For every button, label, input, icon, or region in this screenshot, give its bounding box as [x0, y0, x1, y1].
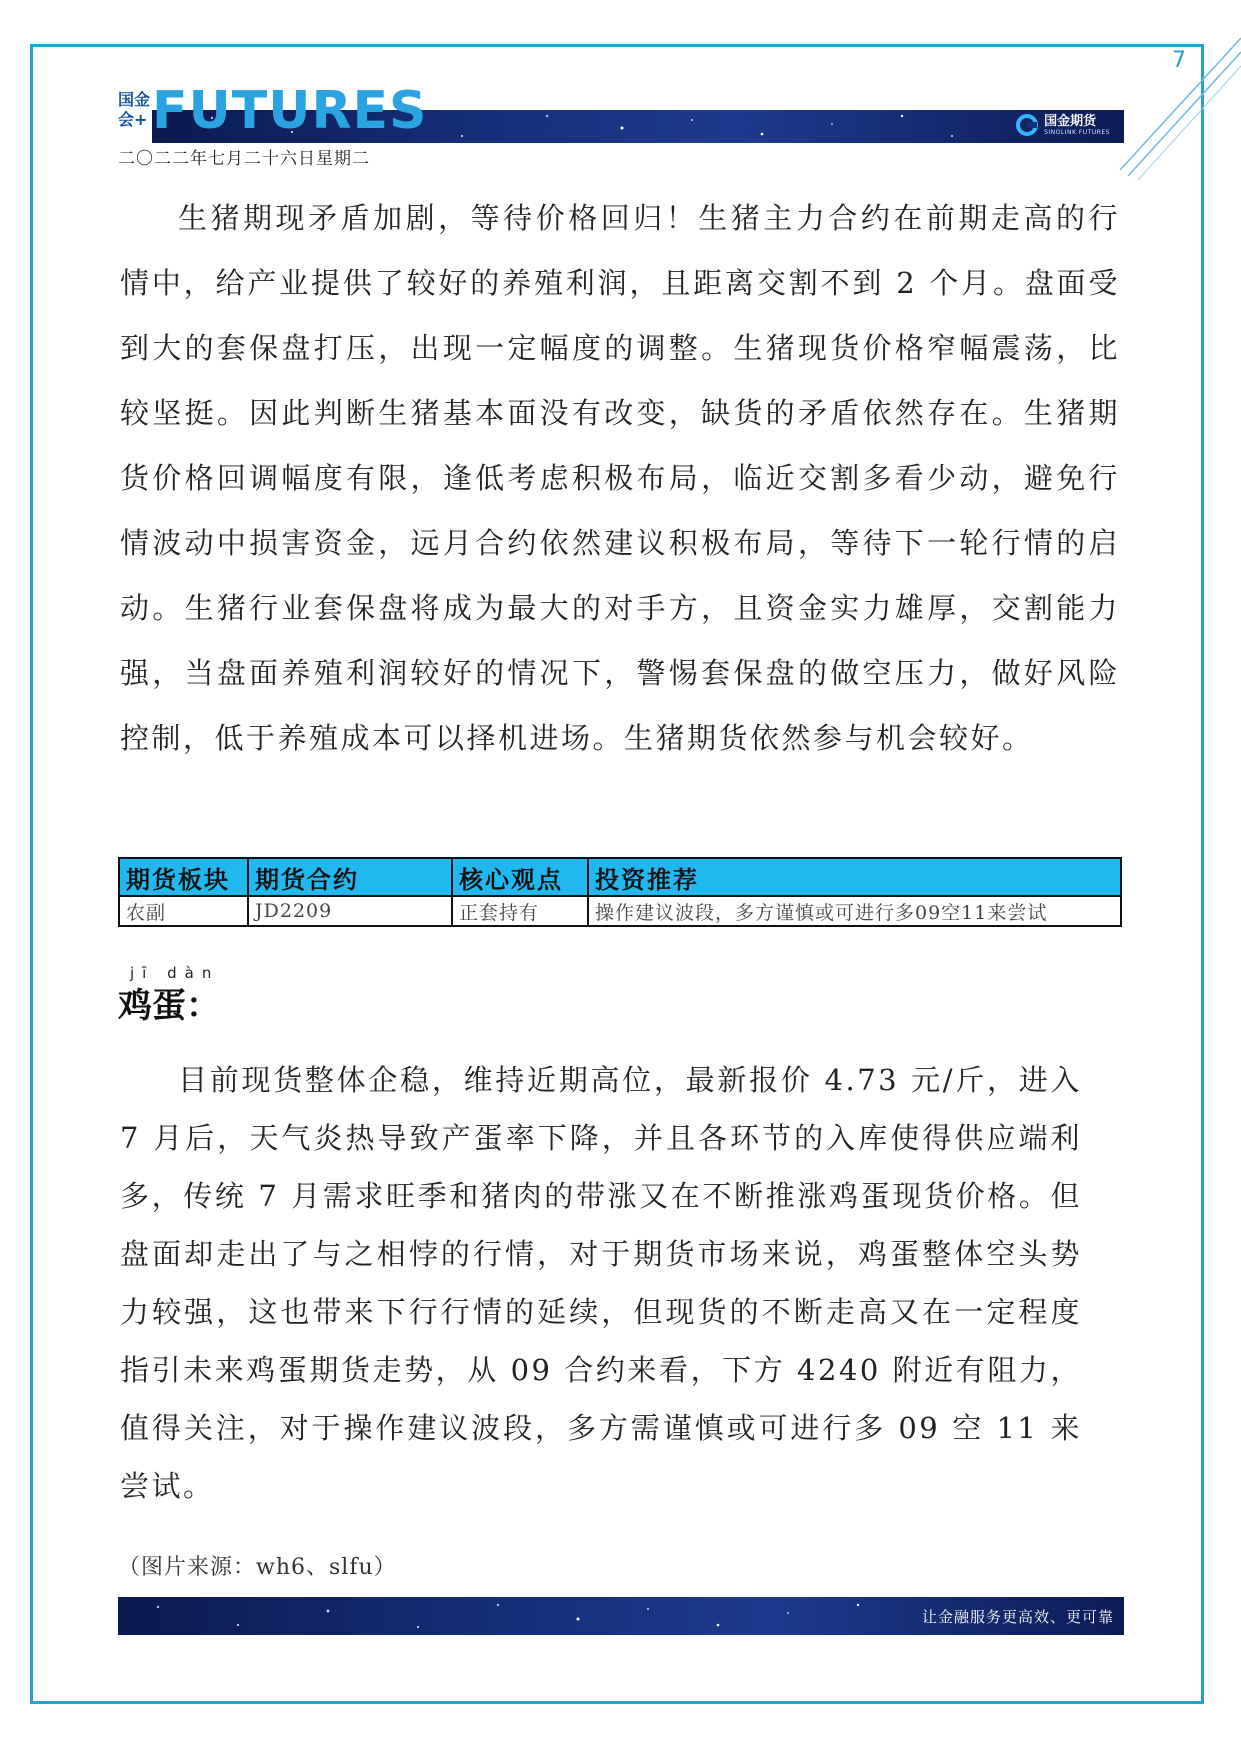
header-contract: 期货合约 — [248, 858, 452, 896]
image-source-note: （图片来源：wh6、slfu） — [118, 1555, 397, 1580]
footer-banner — [118, 1597, 1124, 1635]
brand-name-cn: 国金期货 — [1044, 113, 1097, 129]
egg-paragraph: 目前现货整体企稳，维持近期高位，最新报价 4.73 元/斤，进入 7 月后，天气炎热导致产蛋率下降，并且各环节的入库使得供应端利多，传统 7 月需求旺季和猪肉的带涨又在不断推涨鸡蛋现货价格。但盘面却走出了与之相悖的行情，对于期货市场来说，鸡蛋整体空头势力较强，这也带来下行行情的延续，但现货的不断走高又在一定程度指引未来鸡蛋期货走势，从 09 合约来看，下方 4240 附近有阻力，值得关注，对于操作建议波段，多方需谨慎或可进行多 09 空 11 来尝试。 — [120, 1063, 1082, 1503]
brand-name-en: SINOLINK FUTURES — [1044, 128, 1110, 136]
egg-section-title: 鸡蛋： — [118, 986, 220, 1026]
cell-recommendation: 操作建议波段，多方谨慎或可进行多09空11来尝试 — [588, 896, 1121, 926]
cell-view: 正套持有 — [452, 896, 588, 926]
table-header-row — [119, 858, 1121, 896]
egg-pinyin: jī dàn — [130, 964, 220, 982]
logo-futures: FUTURES — [152, 81, 428, 141]
table-row — [119, 896, 1121, 926]
header-recommendation: 投资推荐 — [588, 858, 1121, 896]
logo-chinese: 国金会+ — [118, 90, 151, 129]
report-date: 二〇二二年七月二十六日星期二 — [118, 149, 370, 169]
brand-mark-group — [1016, 114, 1110, 136]
header-sector: 期货板块 — [119, 858, 248, 896]
cell-contract: JD2209 — [248, 896, 452, 926]
header-view: 核心观点 — [452, 858, 588, 896]
cell-sector: 农副 — [119, 896, 248, 926]
corner-decoration — [1120, 30, 1241, 180]
footer-slogan: 让金融服务更高效、更可靠 — [921, 1608, 1114, 1626]
recommendation-table — [118, 857, 1122, 927]
hog-paragraph: 生猪期现矛盾加剧，等待价格回归！生猪主力合约在前期走高的行情中，给产业提供了较好的养殖利润，且距离交割不到 2 个月。盘面受到大的套保盘打压，出现一定幅度的调整。生猪现货价格窄幅震荡，比较坚挺。因此判断生猪基本面没有改变，缺货的矛盾依然存在。生猪期货价格回调幅度有限，逢低考虑积极布局，临近交割多看少动，避免行情波动中损害资金，远月合约依然建议积极布局，等待下一轮行情的启动。生猪行业套保盘将成为最大的对手方，且资金实力雄厚，交割能力强，当盘面养殖利润较好的情况下，警惕套保盘的做空压力，做好风险控制，低于养殖成本可以择机进场。生猪期货依然参与机会较好。 — [120, 201, 1120, 755]
brand-logo-icon — [1016, 114, 1038, 136]
page-number: 7 — [1172, 48, 1186, 73]
